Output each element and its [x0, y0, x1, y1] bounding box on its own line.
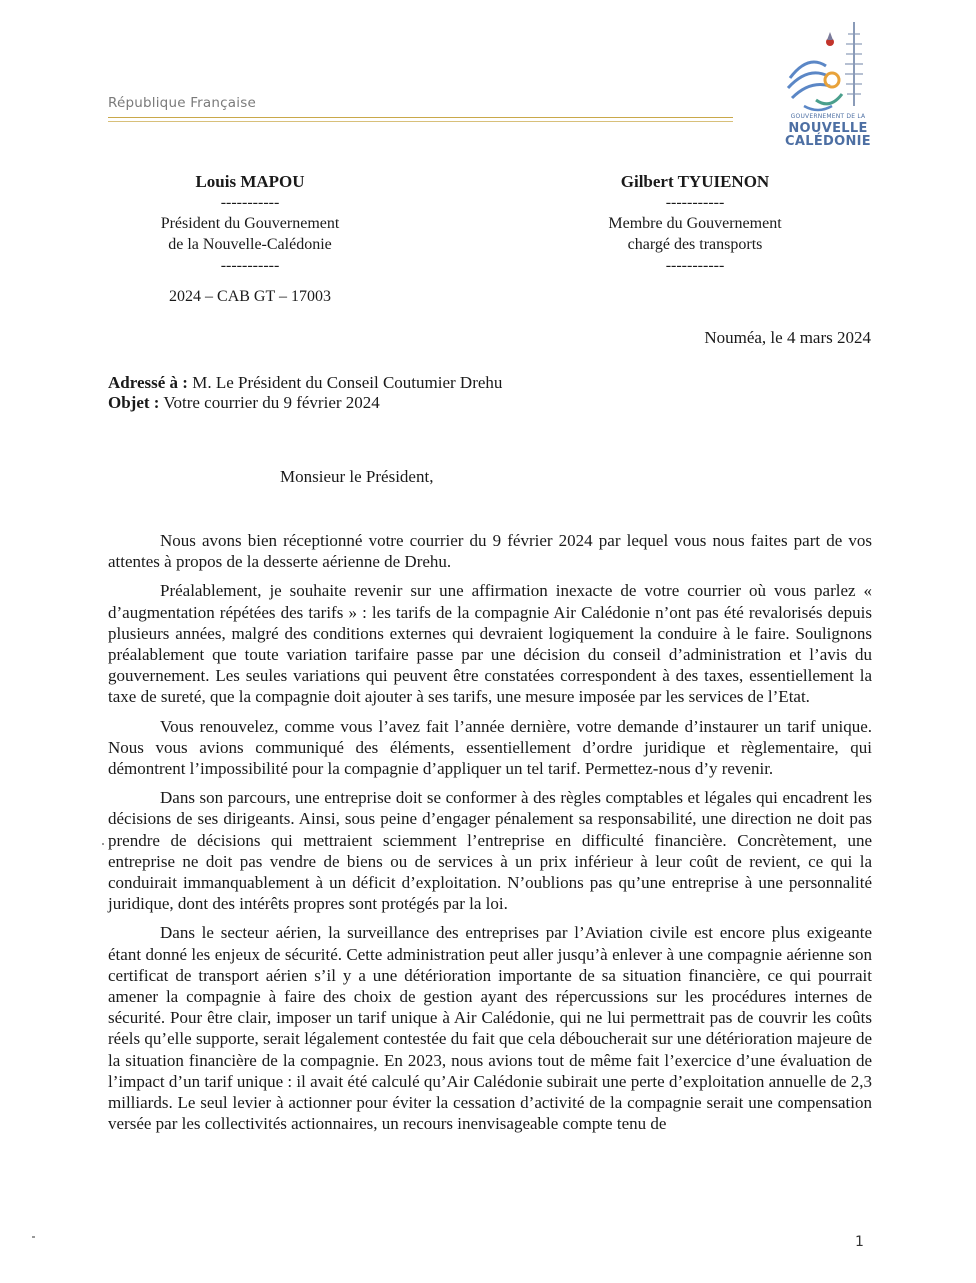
- left-title-line2: de la Nouvelle-Calédonie: [168, 236, 332, 253]
- left-separator-2: -----------: [220, 257, 280, 274]
- subject-label: Objet :: [108, 393, 160, 412]
- right-separator-2: -----------: [665, 257, 725, 274]
- left-signatory: [125, 171, 375, 307]
- reference-number: 2024 – CAB GT – 17003: [169, 288, 331, 305]
- right-separator: -----------: [665, 194, 725, 211]
- left-title-line1: Président du Gouvernement: [160, 215, 340, 232]
- paragraph: Dans le secteur aérien, la surveillance des entreprises par l’Aviation civile est encore plus exigeante étant donné les enjeux de sécurité. Cette administration peut aller jusqu’à enlever à une compagnie aérienne son certificat de transport aérien s’il y a une détérioration importante de sa situation financière, ce qui pourrait amener la compagnie à faire des choix de gestion ayant des répercussions sur les procédures internes de sécurité. Pour être clair, imposer un tarif unique à Air Calédonie, qui ne lui permettrait pas de couvrir les coûts réels qu’elle supporte, serait légalement contestée du fait que cela déboucherait sur une détérioration majeure de la situation financière de la compagnie. En 2023, nous avions tout de même fait l’exercice d’une évaluation de l’impact d’un tarif unique : il avait été calculé qu’Air Calédonie subirait une perte d’exploitation annuelle de 2,3 milliards. Le seul levier à actionner pour éviter la cessation d’activité de la compagnie serait une compensation versée par les collectivités actionnaires, un recours inenvisageable compte tenu de: [108, 923, 872, 1134]
- addressed-label: Adressé à :: [108, 373, 188, 392]
- scan-speck: [102, 843, 104, 845]
- logo-text-nouvelle: NOUVELLE: [788, 121, 868, 136]
- header-divider-thin: [108, 121, 733, 122]
- subject-value: Votre courrier du 9 février 2024: [159, 393, 380, 412]
- header-divider: [108, 117, 733, 118]
- left-separator: -----------: [220, 194, 280, 211]
- paragraph: Vous renouvelez, comme vous l’avez fait l’année dernière, votre demande d’instaurer un tarif unique. Nous vous avions communiqué des éléments, essentiellement d’ordre juridique et règlementaire, qui démontrent l’impossibilité pour la compagnie d’appliquer un tel tarif. Permettez-nous d’y revenir.: [108, 716, 872, 779]
- left-signatory-name: Louis MAPOU: [195, 172, 305, 191]
- right-signatory: [570, 171, 820, 276]
- logo-text-caledonie: CALÉDONIE: [785, 134, 871, 149]
- addressed-to: [108, 373, 502, 393]
- republique-francaise-header: République Française: [108, 95, 256, 111]
- right-title-line2: chargé des transports: [627, 236, 763, 253]
- salutation: Monsieur le Président,: [280, 467, 434, 486]
- page-number: 1: [855, 1234, 864, 1250]
- paragraph: Préalablement, je souhaite revenir sur une affirmation inexacte de votre courrier où vous parlez « d’augmentation répétées des tarifs » : les tarifs de la compagnie Air Calédonie n’ont pas été revalorisés depuis plusieurs années, malgré des conditions externes qui devraient logiquement la conduire à le faire. Soulignons préalablement que toute variation tarifaire passe par une décision du conseil d’administration et l’avis du gouvernement. Les seules variations qui peuvent être constatées correspondent à des taxes, essentiellement la taxe de sureté, que la compagnie doit ajouter à ses tarifs, une mesure imposée par les services de l’Etat.: [108, 581, 872, 707]
- paragraph: Dans son parcours, une entreprise doit se conformer à des règles comptables et légales qui encadrent les décisions de ses dirigeants. Ainsi, sous peine d’engager pénalement sa responsabilité, une direction ne doit pas prendre de décisions qui mettraient sciemment l’entreprise en difficulté financière. Concrètement, une entreprise ne doit pas vendre de biens ou de services à un prix inférieur à leur coût de revient, ce qui la conduirait immanquablement à un déficit d’exploitation. N’oublions pas qu’une entreprise à une personnalité juridique, dont des intérêts propres sont protégés par la loi.: [108, 788, 872, 914]
- subject: [108, 393, 380, 413]
- right-signatory-name: Gilbert TYUIENON: [620, 172, 770, 191]
- paragraph: Nous avons bien réceptionné votre courrier du 9 février 2024 par lequel vous nous faites part de vos attentes à propos de la desserte aérienne de Drehu.: [108, 531, 872, 572]
- scan-speck: [32, 1236, 35, 1238]
- logo-text-gouvernement: GOUVERNEMENT DE LA: [790, 113, 866, 120]
- letter-body: [108, 530, 872, 1142]
- addressed-value: M. Le Président du Conseil Coutumier Drehu: [187, 373, 503, 392]
- right-title-line1: Membre du Gouvernement: [608, 215, 782, 232]
- place-and-date: Nouméa, le 4 mars 2024: [704, 328, 871, 347]
